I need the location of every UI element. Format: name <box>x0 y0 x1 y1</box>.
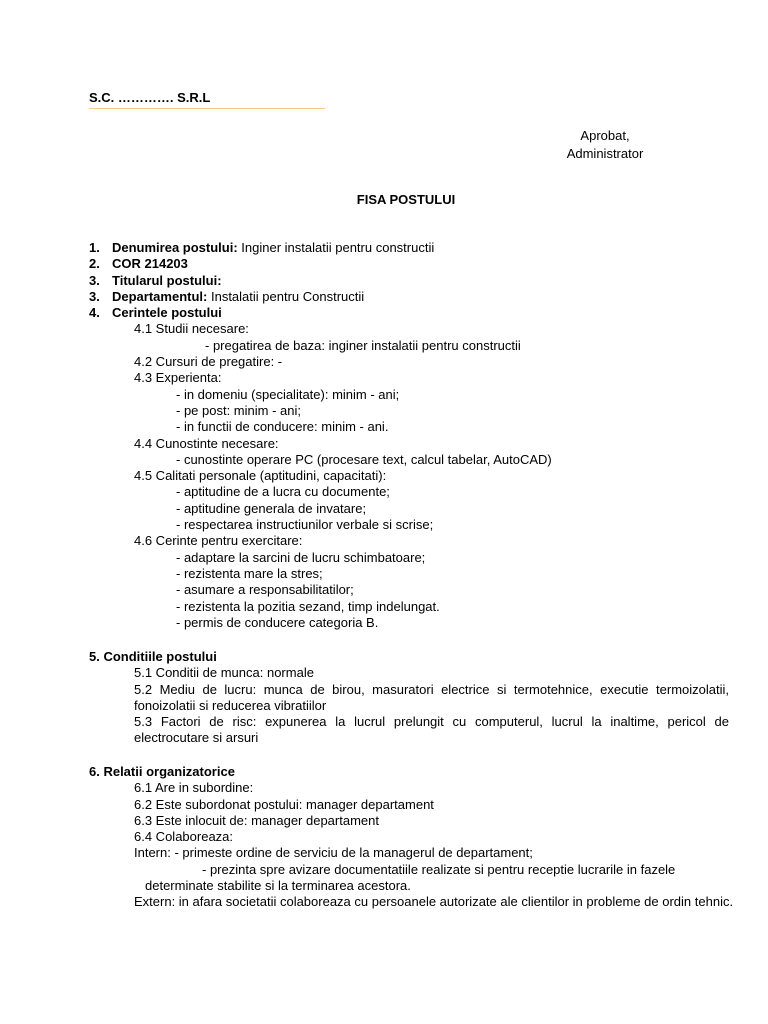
list-item <box>89 240 729 256</box>
intern-line: Intern: - primeste ordine de serviciu de la managerul de departament; <box>134 845 533 861</box>
list-item <box>89 305 729 321</box>
item-number: 2. <box>89 256 100 272</box>
item-label: Departamentul: <box>112 288 208 304</box>
requirement-line: 4.2 Cursuri de pregatire: - <box>134 354 283 370</box>
item-label: Denumirea postului: <box>112 240 238 255</box>
requirement-line: - aptitudine de a lucra cu documente; <box>176 484 390 500</box>
requirement-line: - pregatirea de baza: inginer instalatii pentru constructii <box>205 337 521 353</box>
paragraph: 6.3 Este inlocuit de: manager departament <box>134 812 379 828</box>
document-title: FISA POSTULUI <box>356 192 456 207</box>
approval-label: Aprobat, <box>580 128 630 143</box>
item-number: 1. <box>89 240 100 255</box>
requirements-list <box>89 321 729 631</box>
requirement-line: - permis de conducere categoria B. <box>176 614 379 630</box>
list-item <box>89 273 729 289</box>
section-relations <box>89 764 734 911</box>
requirement-line: - cunostinte operare PC (procesare text, calcul tabelar, AutoCAD) <box>176 451 552 467</box>
requirement-line: 4.5 Calitati personale (aptitudini, capacitati): <box>134 468 387 484</box>
section-conditions <box>89 649 729 747</box>
section-heading: 6. Relatii organizatorice <box>89 764 235 779</box>
list-item <box>89 256 729 272</box>
requirement-line: - rezistenta la pozitia sezand, timp indelungat. <box>176 598 440 614</box>
requirement-line: 4.1 Studii necesare: <box>134 321 249 337</box>
requirement-line: - respectarea instructiunilor verbale si scrise; <box>176 517 434 533</box>
list-item <box>89 289 729 305</box>
header-underline <box>89 108 325 109</box>
item-value: Instalatii pentru Constructii <box>207 288 365 304</box>
item-number: 4. <box>89 305 100 321</box>
requirement-line: - in functii de conducere: minim - ani. <box>176 419 389 435</box>
paragraph: 5.3 Factori de risc: expunerea la lucrul prelungit cu computerul, lucrul la inaltime, pericol de electrocutare si arsuri <box>134 714 729 746</box>
item-number: 3. <box>89 272 100 288</box>
paragraph: 5.2 Mediu de lucru: munca de birou, masuratori electrice si termotehnice, executie termoizolatii, fonoizolatii si reducerea vibratiilor <box>134 681 729 713</box>
intern-line: determinate stabilite si la terminarea acestora. <box>145 878 411 894</box>
item-value: Inginer instalatii pentru constructii <box>237 240 435 255</box>
paragraph: 6.4 Colaboreaza: <box>134 829 234 845</box>
item-label: Cerintele postului <box>112 305 222 321</box>
requirement-line: 4.6 Cerinte pentru exercitare: <box>134 533 303 549</box>
company-name: S.C. …………. S.R.L <box>89 90 211 105</box>
requirement-line: - rezistenta mare la stres; <box>176 565 323 581</box>
job-details-list <box>89 240 729 631</box>
paragraph: 5.1 Conditii de munca: normale <box>134 665 314 681</box>
approval-block <box>560 127 650 163</box>
requirement-line: - asumare a responsabilitatilor; <box>176 582 354 598</box>
requirement-line: - in domeniu (specialitate): minim - ani; <box>176 386 400 402</box>
item-label: COR 214203 <box>112 256 188 272</box>
requirement-line: 4.4 Cunostinte necesare: <box>134 435 279 451</box>
requirement-line: 4.3 Experienta: <box>134 370 222 386</box>
paragraph: 6.2 Este subordonat postului: manager departament <box>134 796 434 812</box>
item-label: Titularul postului: <box>112 272 222 288</box>
intern-line: - prezinta spre avizare documentatiile realizate si pentru receptie lucrarile in fazele <box>202 861 676 877</box>
item-number: 3. <box>89 288 100 304</box>
extern-paragraph: Extern: in afara societatii colaboreaza cu persoanele autorizate ale clientilor in probleme de ordin tehnic. <box>134 894 734 910</box>
section-heading: 5. Conditiile postului <box>89 649 217 664</box>
approval-role: Administrator <box>566 146 644 161</box>
requirement-line: - aptitudine generala de invatare; <box>176 500 367 516</box>
requirement-line: - pe post: minim - ani; <box>176 402 301 418</box>
paragraph: 6.1 Are in subordine: <box>134 780 254 796</box>
requirement-line: - adaptare la sarcini de lucru schimbatoare; <box>176 549 426 565</box>
